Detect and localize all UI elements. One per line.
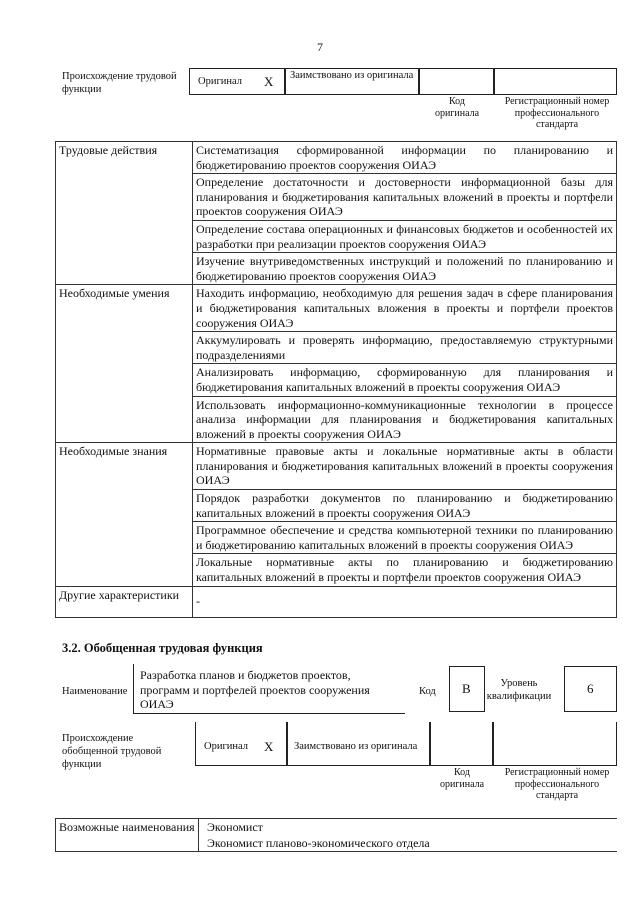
origin-borrowed-label: Заимствовано из оригинала xyxy=(290,70,414,81)
origin2-original-mark: X xyxy=(264,739,274,754)
origin-code-caption: Код оригинала xyxy=(434,96,480,119)
origin2-code-caption: Код оригинала xyxy=(439,767,485,790)
origin2-reg-cell xyxy=(493,722,617,766)
code-value: B xyxy=(462,681,471,696)
item-cell: Определение достаточности и достоверности информационной базы для планирования и бюджетирования капитальных вложений в проекты и портфели проектов сооружения ОИАЭ xyxy=(193,174,617,221)
origin-label: Происхождение трудовой функции xyxy=(62,71,177,95)
category-cell: Другие характеристики xyxy=(56,586,193,617)
code-label: Код xyxy=(419,686,436,697)
origin2-original-label: Оригинал xyxy=(204,741,248,752)
category-cell: Необходимые знания xyxy=(56,443,193,586)
level-value: 6 xyxy=(587,681,594,696)
table-row xyxy=(56,443,617,490)
name-label: Наименование xyxy=(62,686,128,697)
name-value: Разработка планов и бюджетов проектов, программ и портфелей проектов сооружения ОИАЭ xyxy=(140,668,370,711)
position-item: Экономист xyxy=(199,819,618,836)
origin-reg-caption: Регистрационный номер профессионального стандарта xyxy=(504,96,610,130)
origin2-borrowed-cell xyxy=(287,722,430,766)
positions-table xyxy=(55,818,617,852)
item-cell: Определение состава операционных и финансовых бюджетов и особенностей их разработки при реализации проектов сооружения ОИАЭ xyxy=(193,220,617,252)
item-cell: Использовать информационно-коммуникационные технологии в процессе анализа информации для планирования и бюджетирования капитальных вложений в проекты сооружения ОИАЭ xyxy=(193,396,617,443)
item-cell: Локальные нормативные акты по планированию и бюджетированию капитальных вложений в проекты и портфели проектов сооружения ОИАЭ xyxy=(193,554,617,586)
origin-reg-cell xyxy=(494,68,617,95)
labor-function-table xyxy=(55,141,617,618)
item-cell: Изучение внутриведомственных инструкций и положений по планированию и бюджетированию проектов сооружения ОИАЭ xyxy=(193,253,617,285)
section-title: 3.2. Обобщенная трудовая функция xyxy=(62,641,263,655)
origin-original-mark: X xyxy=(264,74,274,89)
table-row xyxy=(56,285,617,332)
page-number: 7 xyxy=(317,40,323,54)
table-row xyxy=(56,142,617,174)
position-item: Экономист планово-экономического отдела xyxy=(199,835,618,852)
level-value-cell xyxy=(564,666,617,712)
origin-original-cell xyxy=(189,68,285,95)
origin2-original-cell xyxy=(195,722,287,766)
item-cell: Порядок разработки документов по планированию и бюджетированию капитальных вложений в проекты сооружения ОИАЭ xyxy=(193,490,617,522)
item-cell: Аккумулировать и проверять информацию, предоставляемую структурными подразделениями xyxy=(193,332,617,364)
origin2-label: Происхождение обобщенной трудовой функции xyxy=(62,733,162,770)
table-row xyxy=(56,586,617,617)
level-label: Уровень квалификации xyxy=(486,678,552,702)
item-cell: Анализировать информацию, сформированную для планирования и бюджетирования капитальных вложений в проекты сооружения ОИАЭ xyxy=(193,364,617,396)
category-cell: Трудовые действия xyxy=(56,142,193,285)
item-cell: Систематизация сформированной информации по планированию и бюджетированию проектов сооружения ОИАЭ xyxy=(193,142,617,174)
category-cell: Необходимые умения xyxy=(56,285,193,443)
item-cell: - xyxy=(193,586,617,617)
origin2-code-cell xyxy=(430,722,493,766)
item-cell: Находить информацию, необходимую для решения задач в сфере планирования и бюджетирования капитальных вложения в проекты и портфели проектов сооружения ОИАЭ xyxy=(193,285,617,332)
item-cell: Программное обеспечение и средства компьютерной техники по планированию и бюджетированию капитальных вложений в проекты сооружения ОИАЭ xyxy=(193,522,617,554)
origin2-reg-caption: Регистрационный номер профессионального стандарта xyxy=(504,767,610,801)
origin-code-cell xyxy=(419,68,494,95)
origin-original-label: Оригинал xyxy=(198,76,242,87)
origin-borrowed-cell xyxy=(285,68,419,95)
name-value-cell xyxy=(133,664,405,714)
item-cell: Нормативные правовые акты и локальные нормативные акты в области планирования и бюджетирования капитальных вложений в проекты сооружения ОИАЭ xyxy=(193,443,617,490)
origin2-borrowed-label: Заимствовано из оригинала xyxy=(294,741,418,752)
positions-label: Возможные наименования xyxy=(56,819,199,852)
